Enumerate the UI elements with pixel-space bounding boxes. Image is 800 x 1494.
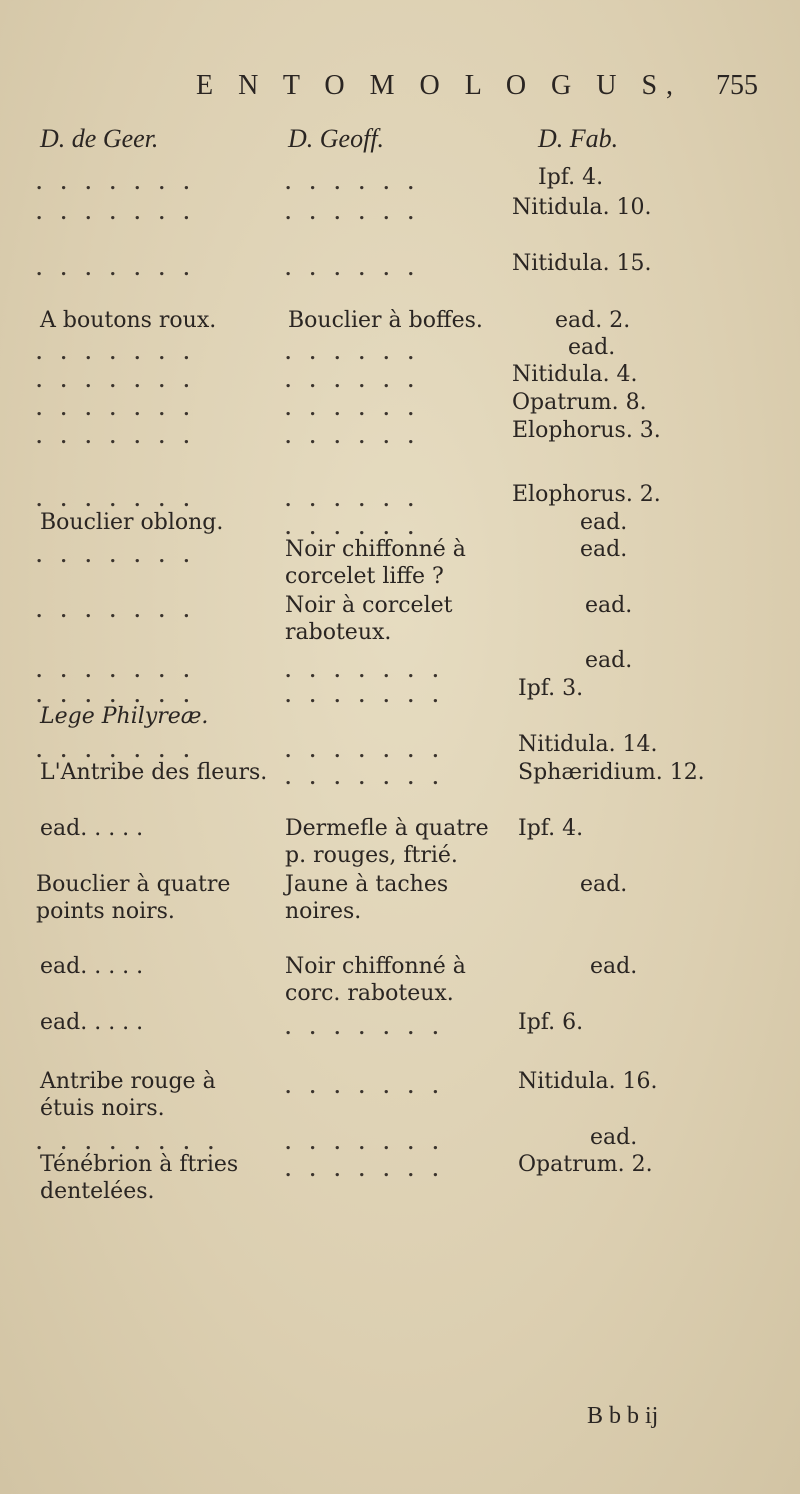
table-cell: ead. . . . .: [40, 816, 144, 841]
table-cell: . . . . . . .: [285, 686, 445, 707]
table-cell: Noir à corcelet raboteux.: [285, 593, 453, 645]
table-cell: ead.: [585, 593, 633, 618]
table-cell: Ipf. 3.: [518, 676, 584, 701]
table-cell: . . . . . .: [285, 399, 420, 420]
table-cell: A boutons roux.: [40, 308, 217, 333]
table-cell: . . . . . . .: [36, 601, 196, 622]
table-cell: . . . . . .: [285, 427, 420, 448]
table-cell: ead.: [580, 510, 628, 535]
table-cell: Bouclier à quatre points noirs.: [36, 872, 231, 924]
table-cell: ead.: [568, 335, 616, 360]
table-cell: . . . . . . .: [36, 490, 196, 511]
table-cell: ead.: [590, 1125, 638, 1150]
table-cell: Elophorus. 3.: [512, 418, 661, 443]
table-cell: ead.: [580, 872, 628, 897]
table-cell: . . . . . .: [285, 371, 420, 392]
table-cell: . . . . . . .: [36, 741, 196, 762]
table-cell: . . . . . .: [285, 518, 420, 539]
table-cell: Dermefle à quatre p. rouges, ftrié.: [285, 816, 489, 868]
table-cell: ead. . . . .: [40, 1010, 144, 1035]
table-cell: . . . . . .: [285, 490, 420, 511]
table-cell: ead. . . . .: [40, 954, 144, 979]
table-cell: ead.: [585, 648, 633, 673]
table-cell: Lege Philyreæ.: [40, 704, 209, 729]
table-cell: . . . . . .: [285, 173, 420, 194]
table-cell: . . . . . . .: [36, 427, 196, 448]
page-number: 755: [716, 70, 758, 101]
table-cell: . . . . . .: [285, 259, 420, 280]
table-cell: . . . . . . .: [285, 661, 445, 682]
table-cell: Nitidula. 15.: [512, 251, 652, 276]
table-cell: L'Antribe des fleurs.: [40, 760, 268, 785]
table-cell: Bouclier à boffes.: [288, 308, 483, 333]
table-cell: . . . . . . .: [36, 661, 196, 682]
table-cell: Opatrum. 2.: [518, 1152, 653, 1177]
running-head-title: E N T O M O L O G U S,: [196, 70, 683, 101]
table-cell: Noir chiffonné à corc. raboteux.: [285, 954, 466, 1006]
table-cell: . . . . . . .: [36, 173, 196, 194]
table-cell: ead. 2.: [555, 308, 631, 333]
table-cell: ead.: [590, 954, 638, 979]
table-cell: . . . . . . .: [36, 546, 196, 567]
table-cell: Ténébrion à ftries dentelées.: [40, 1152, 239, 1204]
table-cell: . . . . . . .: [285, 741, 445, 762]
table-cell: . . . . . . .: [285, 1133, 445, 1154]
table-cell: Bouclier oblong.: [40, 510, 224, 535]
table-cell: . . . . . . .: [36, 399, 196, 420]
column-header-geoffroy: D. Geoff.: [288, 124, 385, 153]
table-cell: Nitidula. 16.: [518, 1069, 658, 1094]
table-cell: Ipf. 4.: [538, 165, 604, 190]
table-cell: . . . . . .: [285, 203, 420, 224]
table-cell: Elophorus. 2.: [512, 482, 661, 507]
table-cell: Noir chiffonné à corcelet liffe ?: [285, 537, 466, 589]
table-cell: . . . . . . .: [285, 1077, 445, 1098]
table-cell: . . . . . . .: [36, 371, 196, 392]
table-cell: Antribe rouge à étuis noirs.: [40, 1069, 216, 1121]
table-cell: . . . . . . .: [285, 1018, 445, 1039]
table-cell: Jaune à taches noires.: [285, 872, 449, 924]
table-cell: Opatrum. 8.: [512, 390, 647, 415]
table-cell: Nitidula. 10.: [512, 195, 652, 220]
table-cell: . . . . . . .: [285, 1160, 445, 1181]
table-cell: Sphæridium. 12.: [518, 760, 705, 785]
table-cell: . . . . . . .: [36, 259, 196, 280]
column-header-fabricius: D. Fab.: [538, 124, 619, 153]
table-cell: ead.: [580, 537, 628, 562]
table-cell: Ipf. 4.: [518, 816, 584, 841]
table-cell: . . . . . . .: [36, 203, 196, 224]
table-cell: Nitidula. 4.: [512, 362, 638, 387]
table-cell: . . . . . . .: [36, 686, 196, 707]
catchword-signature: B b b ij: [587, 1403, 659, 1429]
table-cell: Nitidula. 14.: [518, 732, 658, 757]
column-header-de-geer: D. de Geer.: [40, 124, 159, 153]
table-cell: Ipf. 6.: [518, 1010, 584, 1035]
table-cell: . . . . . . .: [36, 343, 196, 364]
table-cell: . . . . . .: [285, 343, 420, 364]
table-cell: . . . . . . .: [285, 768, 445, 789]
table-cell: . . . . . . . .: [36, 1133, 220, 1154]
